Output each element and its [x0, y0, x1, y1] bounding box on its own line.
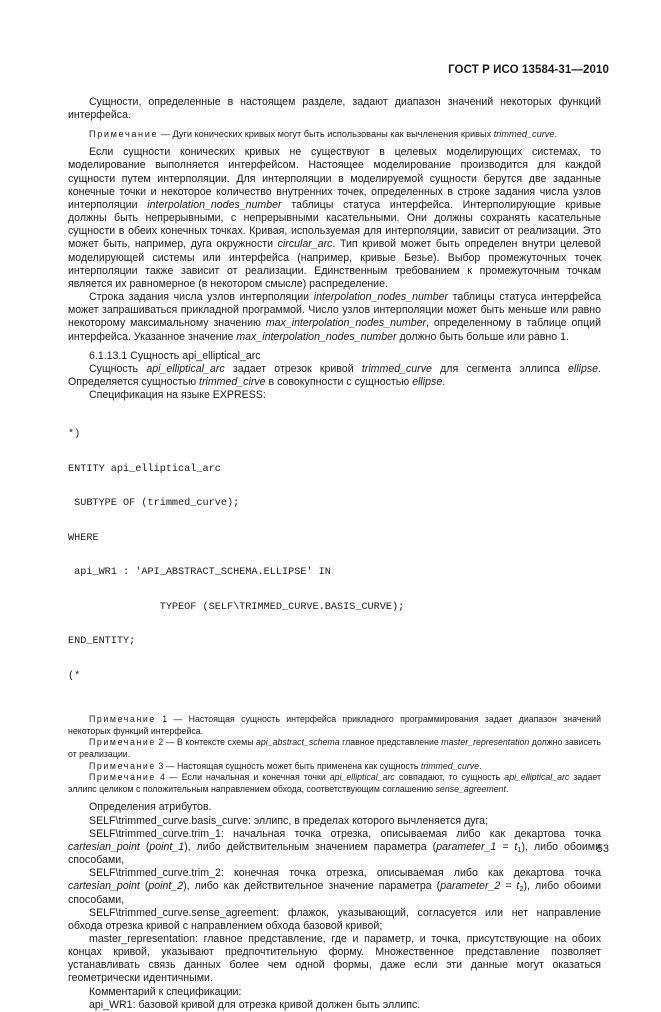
note-label: Примечание: [89, 714, 156, 725]
term: trimmed_curve: [361, 362, 432, 375]
note-4: Примечание 4 — Если начальная и конечная точки api_elliptical_arc совпадают, то сущность api_elliptical_arc задает эллипс целиком с положительным направлением обхода, соответствующим соглашению sense_agreement.: [68, 772, 601, 794]
term: api_elliptical_arc: [329, 772, 395, 783]
term: point_1: [149, 840, 185, 853]
code-line: TYPEOF (SELF\TRIMMED_CURVE.BASIS_CURVE);: [68, 601, 405, 613]
note-label: Примечание: [89, 129, 159, 140]
express-code-block: [68, 406, 601, 705]
note-3: Примечание 3 — Настоящая сущность может быть применена как сущность trimmed_curve.: [89, 760, 482, 771]
term: interpolation_nodes_number: [147, 198, 282, 211]
term: interpolation_nodes_number: [313, 291, 449, 304]
note-label: Примечание: [89, 737, 156, 748]
term: max_interpolation_nodes_number: [265, 317, 427, 330]
note-label: Примечание: [89, 772, 156, 783]
note-label: Примечание: [89, 760, 156, 771]
page-body: [68, 96, 601, 1012]
code-line: END_ENTITY;: [68, 636, 136, 648]
term: trimmed_cirve: [199, 375, 266, 388]
code-line: api_WR1 : 'API_ABSTRACT_SCHEMA.ELLIPSE' IN: [68, 567, 331, 579]
code-line: WHERE: [68, 532, 99, 544]
term: api_abstract_schema: [256, 737, 340, 748]
term: api_elliptical_arc: [146, 362, 225, 375]
term: api_elliptical_arc: [504, 772, 570, 783]
term: cartesian_point: [68, 880, 140, 893]
attribute-trim-2: SELF\trimmed_curve.trim_2: конечная точка отрезка, описываемая либо как декартова точка cartesian_point (point_2), либо как действительное значение параметра (parameter_2 = $t_2$), либо обоими способами,: [68, 867, 601, 906]
entity-description: Сущность api_elliptical_arc задает отрезок кривой trimmed_curve для сегмента эллипса ellipse. Определяется сущностью trimmed_cirve в совокупности с сущностью ellipse.: [68, 362, 601, 388]
term: parameter_2 = t: [440, 880, 520, 893]
note-conic-arcs: Примечание — Дуги конических кривых могут быть использованы как вычленения кривых trimmed_curve.: [89, 129, 558, 140]
attribute-master-representation: master_representation: главное представление, где и параметр, и точка, присутствующие на обоих концах кривой, указывают предпочтительную форму. Множественное представление позволяет устанавливать связь данных более чем одной формы, даже если эти данные могут оказаться геометрически идентичными.: [68, 933, 601, 985]
term: cartesian_point: [68, 840, 140, 853]
attribute-trim-1: SELF\trimmed_curve.trim_1: начальная точка отрезка, описываемая либо как декартова точка cartesian_point (point_1), либо действительным значением параметра (parameter_1 = $t_1$), либо обоими способами,: [68, 827, 601, 867]
standard-header: ГОСТ Р ИСО 13584-31—2010: [448, 64, 609, 76]
term: trimmed_curve: [493, 129, 555, 140]
attributes-heading: Определения атрибутов.: [89, 801, 212, 814]
term: ellipse: [412, 375, 443, 388]
term: parameter_1 = t: [436, 840, 518, 853]
attribute-basis-curve: SELF\trimmed_curve.basis_curve: эллипс, в пределах которого вычленяется дуга;: [89, 814, 489, 827]
term: point_2: [148, 880, 184, 893]
note-1: Примечание 1 — Настоящая сущность интерфейса прикладного программирования задает диапазон значений некоторых функций интерфейса.: [68, 714, 601, 736]
section-heading: 6.1.13.1 Сущность api_elliptical_arc: [89, 349, 261, 362]
express-spec-label: Спецификация на языке EXPRESS:: [89, 389, 266, 402]
term: master_representation: [441, 737, 530, 748]
interpolation-nodes-paragraph: Строка задания числа узлов интерполяции interpolation_nodes_number таблицы статуса интерфейса может запрашиваться прикладной программой. Число узлов интерполяции может быть меньше или равно некоторому максимальному значению max_interpolation_nodes_number, определенному в таблице опций интерфейса. Указанное значение max_interpolation_nodes_number должно быть больше или равно 1.: [68, 291, 601, 343]
interpolation-paragraph: Если сущности конических кривых не существуют в целевых моделирующих системах, то моделирование выполняется интерфейсом. Настоящее моделирование производится для каждой сущности путем интерполяции. Для интерполяции в моделируемой сущности берутся две заданные конечные точки и некоторое количество внутренних точек, определенных в строке задания числа узлов интерполяции interpolation_nodes_number таблицы статуса интерфейса. Интерполирующие кривые должны быть непрерывными, с непрерывными касательными. Они должны сохранять касательные сущности в обеих конечных точках. Кривая, используемая для интерполяции, зависит от реализации. Это может быть, например, дуга окружности circular_arc. Тип кривой может быть определен внутри целевой моделирующей системы или интерфейса (например, кривые Безье). Выбор промежуточных точек интерполяции также зависит от реализации. Единственным требованием к промежуточным точкам является их равномерное (в некотором смысле) распределение.: [68, 146, 601, 290]
code-line: SUBTYPE OF (trimmed_curve);: [68, 498, 240, 510]
subscript: 1: [517, 844, 522, 854]
code-line: (*: [68, 670, 81, 682]
code-line: *): [68, 429, 81, 441]
term: sense_agreement: [435, 783, 506, 794]
intro-paragraph: Сущности, определенные в настоящем разделе, задают диапазон значений некоторых функций интерфейса.: [68, 96, 601, 122]
term: circular_arc: [277, 238, 333, 251]
attribute-sense-agreement: SELF\trimmed_curve.sense_agreement: флажок, указывающий, согласуется или нет направление обхода отрезка кривой с направлением обхода базовой кривой;: [68, 906, 601, 932]
page-number: 53: [596, 843, 609, 855]
comment-heading: Комментарий к спецификации:: [89, 985, 242, 998]
code-line: ENTITY api_elliptical_arc: [68, 463, 221, 475]
term: ellipse: [568, 362, 599, 375]
comment-wr1: api_WR1: базовой кривой для отрезка кривой должен быть эллипс.: [89, 998, 421, 1011]
term: trimmed_curve: [420, 760, 480, 771]
term: max_interpolation_nodes_number: [236, 330, 397, 343]
subscript: 2: [519, 884, 524, 894]
note-2: Примечание 2 — В контексте схемы api_abstract_schema главное представление master_representation должно зависеть от реализации.: [68, 737, 602, 760]
